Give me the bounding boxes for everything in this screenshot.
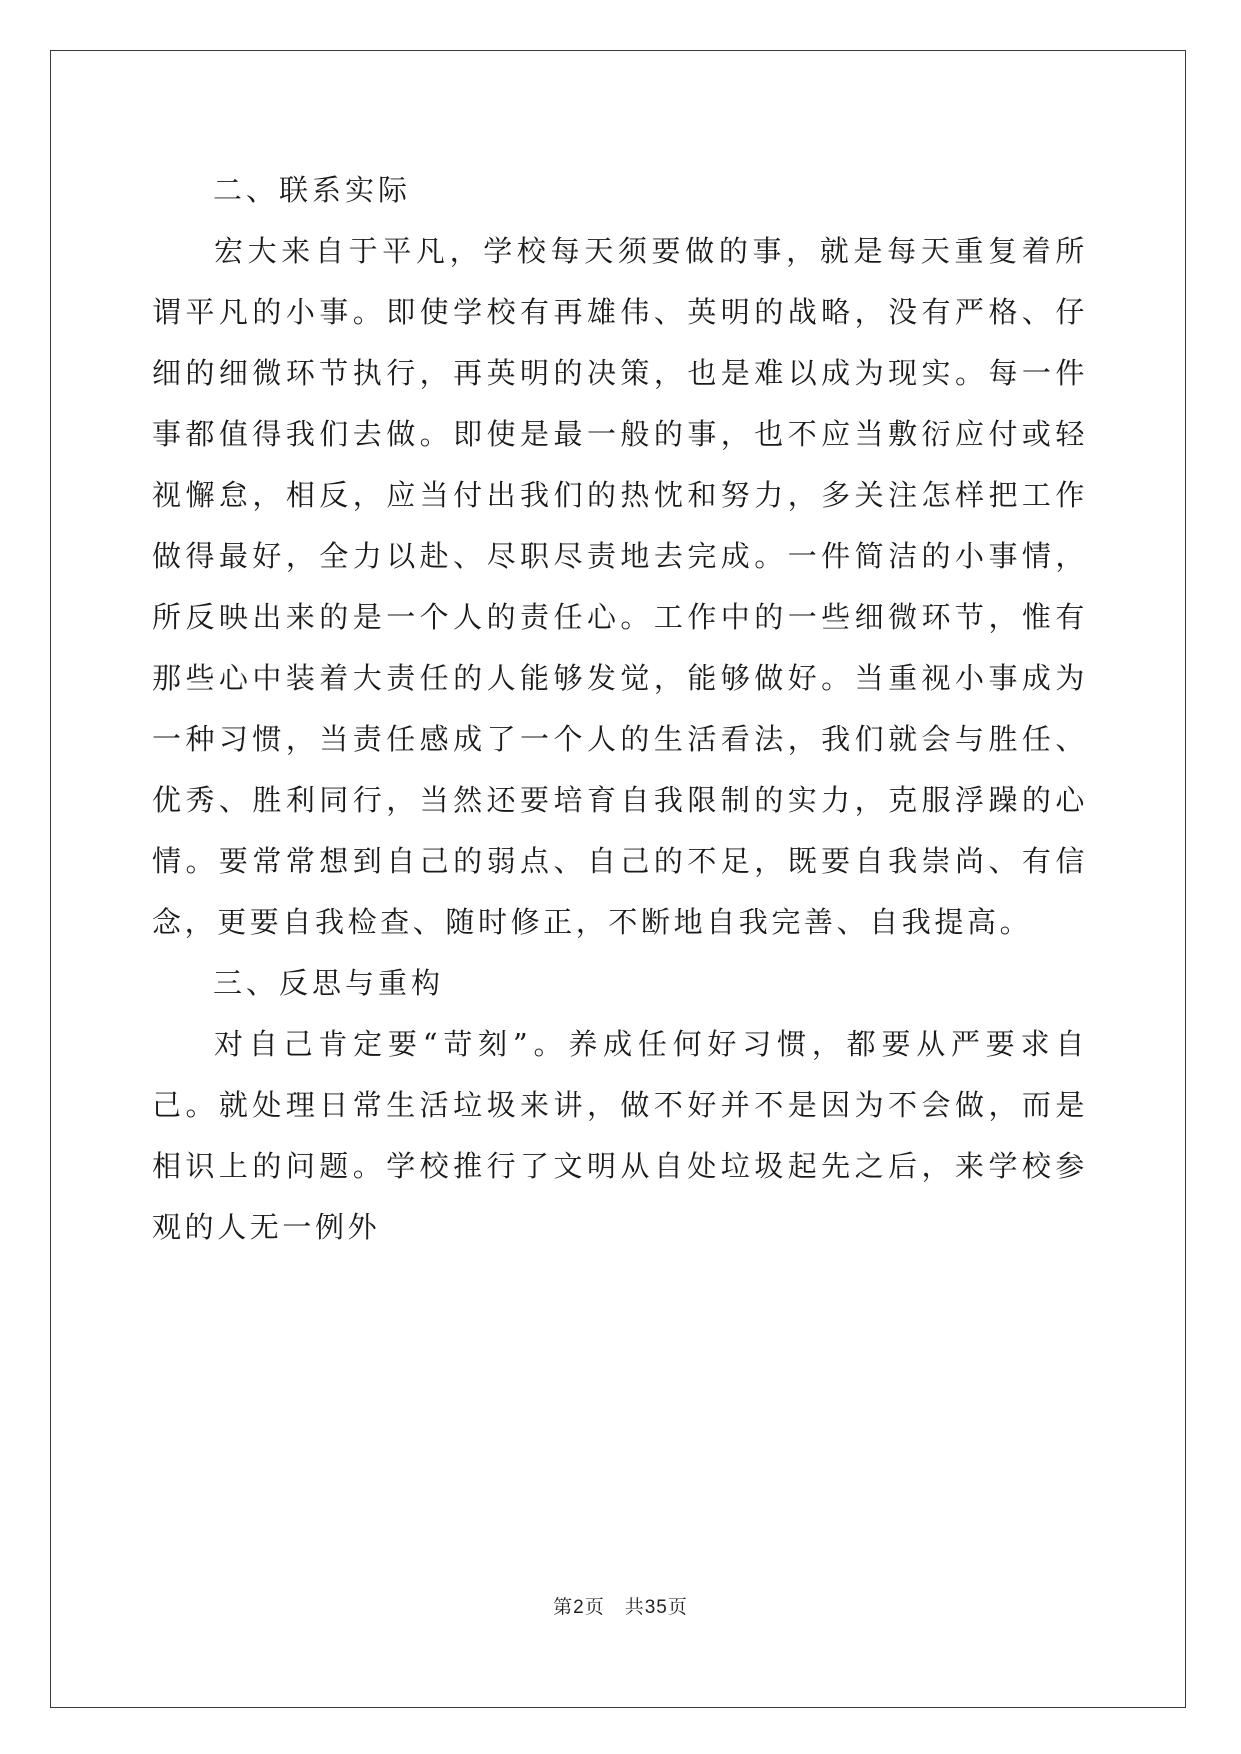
section-heading-3: 三、反思与重构 (213, 966, 445, 1000)
section-paragraph-2: 宏大来自于平凡，学校每天须要做的事，就是每天重复着所谓平凡的小事。即使学校有再雄伟、英明的战略，没有严格、仔细的细微环节执行，再英明的决策，也是难以成为现实。每一件事都值得我们去做。即使是最一般的事，也不应当敷衍应付或轻视懈怠，相反，应当付出我们的热忱和努力，多关注怎样把工作做得最好，全力以赴、尽职尽责地去完成。一件简洁的小事情，所反映出来的是一个人的责任心。工作中的一些细微环节，惟有那些心中装着大责任的人能够发觉，能够做好。当重视小事成为一种习惯，当责任感成了一个人的生活看法，我们就会与胜任、优秀、胜利同行，当然还要培育自我限制的实力，克服浮躁的心情。要常常想到自己的弱点、自己的不足，既要自我崇尚、有信念，更要自我检查、随时修正，不断地自我完善、自我提高。 (152, 234, 1088, 939)
total-prefix: 共 (624, 1596, 645, 1618)
page-label: 页 (584, 1596, 605, 1618)
page-number-current: 2 (573, 1597, 585, 1618)
page-footer (0, 1592, 1241, 1619)
page-prefix: 第 (553, 1596, 574, 1618)
total-suffix: 页 (667, 1596, 688, 1618)
page-number-total: 35 (644, 1597, 668, 1618)
section-heading-2: 二、联系实际 (213, 173, 412, 207)
section-paragraph-3: 对自己肯定要“苛刻”。养成任何好习惯，都要从严要求自己。就处理日常生活垃圾来讲，做不好并不是因为不会做，而是相识上的问题。学校推行了文明从自处垃圾起先之后，来学校参观的人无一例外 (152, 1027, 1088, 1244)
document-body (152, 160, 1088, 1258)
